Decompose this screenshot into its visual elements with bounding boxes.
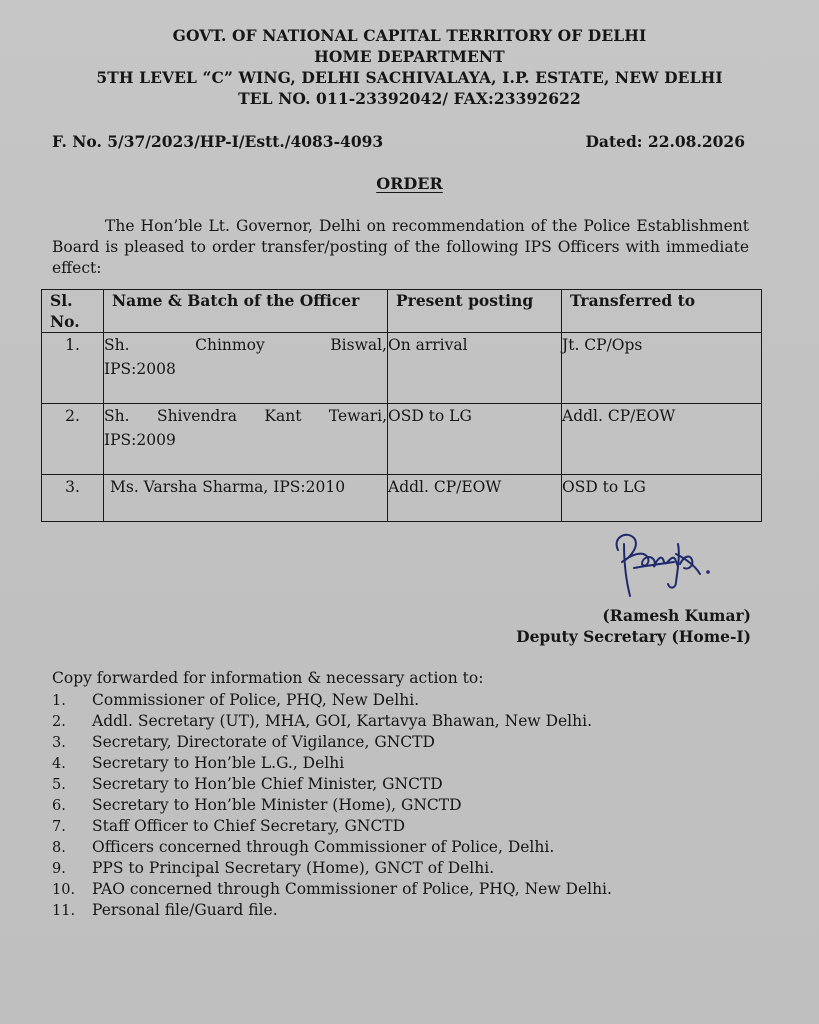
list-item-text: Staff Officer to Chief Secretary, GNCTD — [92, 817, 406, 835]
list-item-number: 7. — [52, 819, 66, 835]
table-row — [42, 333, 762, 404]
order-body: The Hon’ble Lt. Governor, Delhi on recommendation of the Police Establishment Board is pleased to order transfer/posting of the following IPS Officers with immediate effect: — [52, 217, 749, 277]
list-item-text: Commissioner of Police, PHQ, New Delhi. — [92, 691, 420, 709]
list-item — [52, 879, 612, 900]
cell-officer — [104, 404, 388, 475]
cell-sl: 2. — [42, 404, 104, 475]
list-item-text: PPS to Principal Secretary (Home), GNCT of Delhi. — [92, 859, 495, 877]
list-item-text: Officers concerned through Commissioner of Police, Delhi. — [92, 838, 555, 856]
header-contact: TEL NO. 011-23392042/ FAX:23392622 — [238, 89, 581, 108]
list-item — [52, 858, 612, 879]
list-item-number: 2. — [52, 714, 66, 730]
cell-officer — [104, 333, 388, 404]
header-transferred-to: Transferred to — [562, 290, 762, 333]
header-govt: GOVT. OF NATIONAL CAPITAL TERRITORY OF DELHI — [172, 26, 647, 45]
table-row — [42, 404, 762, 475]
list-item-number: 9. — [52, 861, 66, 877]
list-item-number: 4. — [52, 756, 66, 772]
list-item-number: 1. — [52, 693, 66, 709]
list-item — [52, 816, 612, 837]
list-item — [52, 837, 612, 858]
cell-sl: 1. — [42, 333, 104, 404]
order-title — [0, 174, 819, 193]
officer-name: Ms. Varsha Sharma, IPS:2010 — [110, 478, 346, 496]
copy-recipient-list — [52, 690, 612, 921]
officer-batch: IPS:2008 — [104, 360, 176, 378]
table-row — [42, 475, 762, 522]
cell-present-posting: OSD to LG — [388, 404, 562, 475]
list-item-text: Personal file/Guard file. — [92, 901, 278, 919]
cell-present-posting: Addl. CP/EOW — [388, 475, 562, 522]
header-department: HOME DEPARTMENT — [314, 47, 505, 66]
list-item — [52, 753, 612, 774]
list-item-number: 11. — [52, 903, 76, 919]
officers-table — [41, 289, 762, 522]
officer-batch: IPS:2009 — [104, 431, 176, 449]
list-item-number: 5. — [52, 777, 66, 793]
list-item-text: PAO concerned through Commissioner of Police, PHQ, New Delhi. — [92, 880, 612, 898]
cell-transferred-to: Jt. CP/Ops — [562, 333, 762, 404]
list-item-text: Secretary, Directorate of Vigilance, GNCTD — [92, 733, 435, 751]
list-item-number: 10. — [52, 882, 76, 898]
table-header-row — [42, 290, 762, 333]
list-item-number: 6. — [52, 798, 66, 814]
cell-sl: 3. — [42, 475, 104, 522]
list-item — [52, 774, 612, 795]
file-number: F. No. 5/37/2023/HP-I/Estt./4083-4093 — [52, 132, 384, 151]
list-item-number: 8. — [52, 840, 66, 856]
list-item-text: Secretary to Hon’ble Chief Minister, GNCTD — [92, 775, 443, 793]
header-name-batch: Name & Batch of the Officer — [104, 290, 388, 333]
signatory-name: (Ramesh Kumar) — [602, 606, 751, 625]
list-item-number: 3. — [52, 735, 66, 751]
list-item-text: Secretary to Hon’ble L.G., Delhi — [92, 754, 345, 772]
header-present-posting: Present posting — [388, 290, 562, 333]
header-sl-no: Sl. No. — [42, 290, 104, 333]
officer-name: Sh. Shivendra Kant Tewari, — [104, 407, 387, 425]
list-item — [52, 900, 612, 921]
cell-present-posting: On arrival — [388, 333, 562, 404]
copy-forwarded-intro: Copy forwarded for information & necessary action to: — [52, 669, 484, 687]
list-item — [52, 732, 612, 753]
cell-officer — [104, 475, 388, 522]
order-date: Dated: 22.08.2026 — [585, 132, 745, 151]
signature-image — [604, 524, 724, 604]
list-item-text: Addl. Secretary (UT), MHA, GOI, Kartavya Bhawan, New Delhi. — [92, 712, 593, 730]
header-address: 5TH LEVEL “C” WING, DELHI SACHIVALAYA, I.P. ESTATE, NEW DELHI — [96, 68, 723, 87]
list-item — [52, 795, 612, 816]
list-item-text: Secretary to Hon’ble Minister (Home), GNCTD — [92, 796, 462, 814]
cell-transferred-to: Addl. CP/EOW — [562, 404, 762, 475]
order-title-text: ORDER — [376, 174, 443, 193]
list-item — [52, 690, 612, 711]
list-item — [52, 711, 612, 732]
officer-name: Sh. Chinmoy Biswal, — [104, 336, 387, 354]
signatory-designation: Deputy Secretary (Home-I) — [516, 627, 751, 646]
cell-transferred-to: OSD to LG — [562, 475, 762, 522]
